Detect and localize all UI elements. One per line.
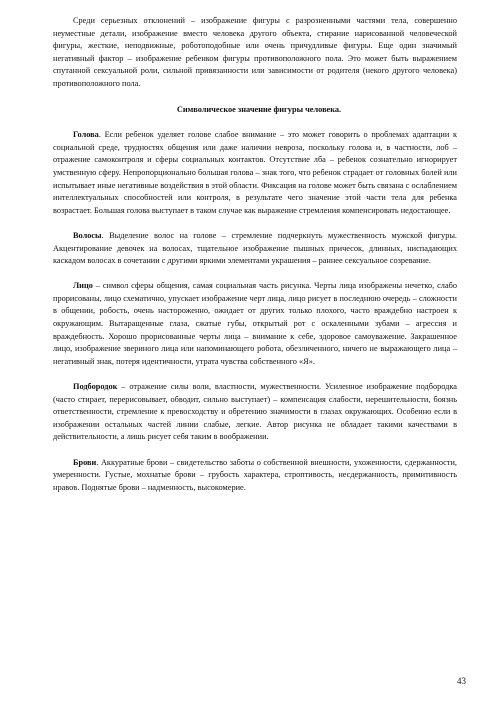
- hair-term: Волосы: [73, 230, 102, 240]
- brows-term: Брови: [73, 457, 97, 467]
- hair-text: . Выделение волос на голове – стремление подчеркнуть мужественность мужской фигуры. Акцентирование девочек на волосах, тщательное изображение пышных причесок, длинных, ниспадающих каскадом волосах в сочетании с другими яркими элементами украшения – раннее сексуальное созревание.: [53, 230, 457, 266]
- intro-paragraph: Среди серьезных отклонений – изображение фигуры с разрозненными частями тела, совершенно неуместные детали, изображение вместо человека другого объекта, стирание нарисованной человеческой фигуры, жесткие, неподвижные, роботоподобные или очень причудливые фигуры. Еще один значимый негативный фактор – изображение ребенком фигуры противоположного пола. Это может быть выражением спутанной сексуальной роли, сильной привязанности или зависимости от родителя (некого другого человека) противоположного пола.: [53, 16, 457, 88]
- document-body: [53, 15, 457, 494]
- chin-term: Подбородок: [73, 382, 118, 392]
- face-term: Лицо: [73, 281, 93, 291]
- face-paragraph: [53, 280, 457, 368]
- paragraph-gap: [53, 368, 457, 381]
- chin-text: – отражение силы воли, властности, мужественности. Усиленное изображение подбородка (часто стирает, перерисовывает, обводит, сильно выступает) – компенсация слабости, нерешительности, боязнь ответственности, стремление к превосходству и обретению значимости в глазах окружающих. Особенно если в изображении остальных частей линии слабые, легкие. Автор рисунка не обладает такими качествами в действительности, а лишь рисует себя таким в воображении.: [53, 382, 457, 442]
- brows-paragraph: [53, 457, 457, 495]
- head-paragraph: [53, 129, 457, 217]
- head-term: Голова: [73, 130, 99, 140]
- hair-paragraph: [53, 230, 457, 268]
- chin-paragraph: [53, 381, 457, 444]
- head-text: . Если ребенок уделяет голове слабое внимание – это может говорить о проблемах адаптации к социальной среде, трудностях общения или даже наличии невроза, поскольку голова и, в частности, лоб – отражение самоконтроля и сферы социальных контактов. Отсутствие лба – ребенок сознательно игнорирует умственную сферу. Непропорционально большая голова – знак того, что ребенок страдает от головных болей или испытывает иные негативные воздействия в этой области. Фиксация на голове может быть связана с ослаблением интеллектуальных способностей или контроля, в результате чего значение этой части тела для ребенка возрастает. Большая голова выступает в таком случае как выражение стремления компенсировать недостающее.: [53, 130, 457, 215]
- paragraph-gap: [53, 444, 457, 457]
- face-text: – символ сферы общения, самая социальная часть рисунка. Черты лица изображены нечетко, слабо прорисованы, лицо схематично, упускает изображение черт лица, лицо рисует в последнюю очередь – сложности в общении, робость, очень настороженно, ожидает от других только плохого, часто враждебно настроен к окружающим. Вытаращенные глаза, сжатые губы, открытый рот с оскаленными зубами – агрессия и враждебность. Хорошо прорисованные черты лица – внимание к себе, здоровое самоуважение. Закрашенное лицо, изображение звериного лица или напоминающего робота, обезличенного, ничего не выражающего лица – негативный знак, потеря идентичности, утрата чувства собственного «Я».: [53, 281, 457, 366]
- paragraph-gap: [53, 268, 457, 281]
- section-heading: Символическое значение фигуры человека.: [176, 104, 342, 114]
- brows-text: . Аккуратные брови – свидетельство заботы о собственной внешности, ухоженности, сдержанности, умеренности. Густые, мохнатые брови – грубость характера, строптивость, несдержанность, примитивность нравов. Поднятые брови – надменность, высокомерие.: [53, 457, 457, 492]
- page-number: 43: [457, 676, 466, 686]
- paragraph-gap: [53, 217, 457, 230]
